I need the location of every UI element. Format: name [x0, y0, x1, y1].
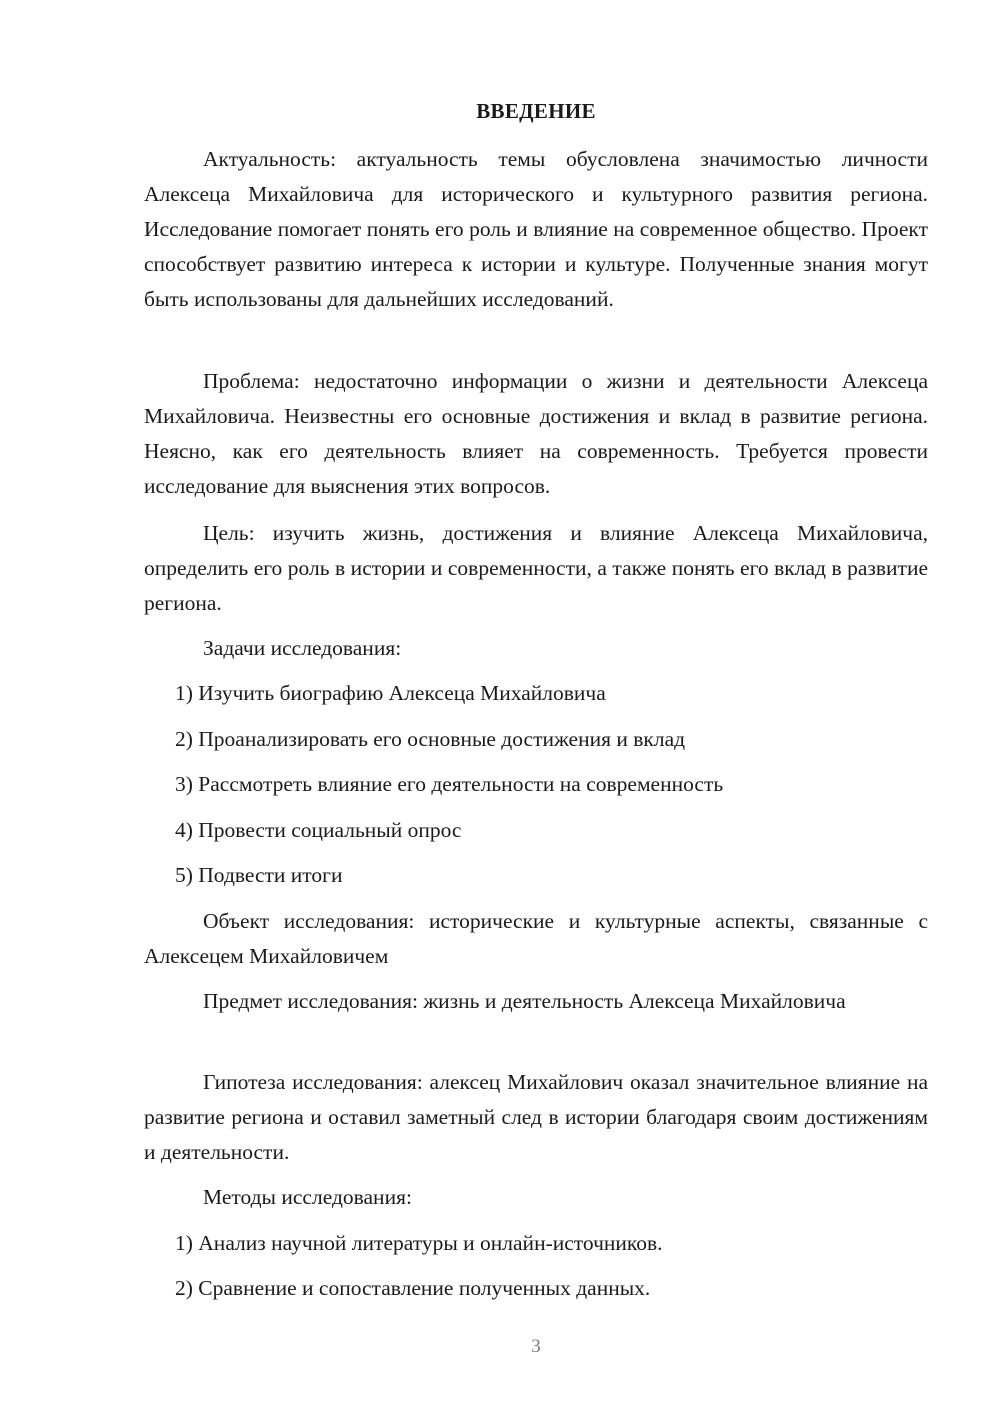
problem-paragraph: Проблема: недостаточно информации о жизни и деятельности Алексеца Михайловича. Неизвестны его основные достижения и вклад в развитие региона. Неясно, как его деятельность влияет на современность. Требуется провести исследование для выяснения этих вопросов. [144, 369, 928, 498]
page-number: 3 [531, 1336, 541, 1357]
methods-heading: Методы исследования: [203, 1185, 412, 1209]
task-item: 3) Рассмотреть влияние его деятельности на современность [175, 772, 724, 796]
subject-paragraph: Предмет исследования: жизнь и деятельность Алексеца Михайловича [203, 989, 846, 1013]
goal-paragraph: Цель: изучить жизнь, достижения и влияние Алексеца Михайловича, определить его роль в истории и современности, а также понять его вклад в развитие региона. [144, 521, 928, 615]
document-page [144, 0, 928, 1414]
object-paragraph: Объект исследования: исторические и культурные аспекты, связанные с Алексецем Михайловичем [144, 909, 928, 968]
page-title: ВВЕДЕНИЕ [476, 99, 596, 123]
method-item: 1) Анализ научной литературы и онлайн-источников. [175, 1231, 663, 1255]
task-item: 5) Подвести итоги [175, 863, 343, 887]
relevance-paragraph: Актуальность: актуальность темы обусловлена значимостью личности Алексеца Михайловича для исторического и культурного развития региона. Исследование помогает понять его роль и влияние на современное общество. Проект способствует развитию интереса к истории и культуре. Полученные знания могут быть использованы для дальнейших исследований. [144, 147, 928, 311]
tasks-heading: Задачи исследования: [203, 636, 402, 660]
task-item: 2) Проанализировать его основные достижения и вклад [175, 727, 686, 751]
hypothesis-paragraph: Гипотеза исследования: алексец Михайлович оказал значительное влияние на развитие региона и оставил заметный след в истории благодаря своим достижениям и деятельности. [144, 1070, 928, 1164]
method-item: 2) Сравнение и сопоставление полученных данных. [175, 1276, 651, 1300]
task-item: 4) Провести социальный опрос [175, 818, 462, 842]
task-item: 1) Изучить биографию Алексеца Михайловича [175, 681, 606, 705]
